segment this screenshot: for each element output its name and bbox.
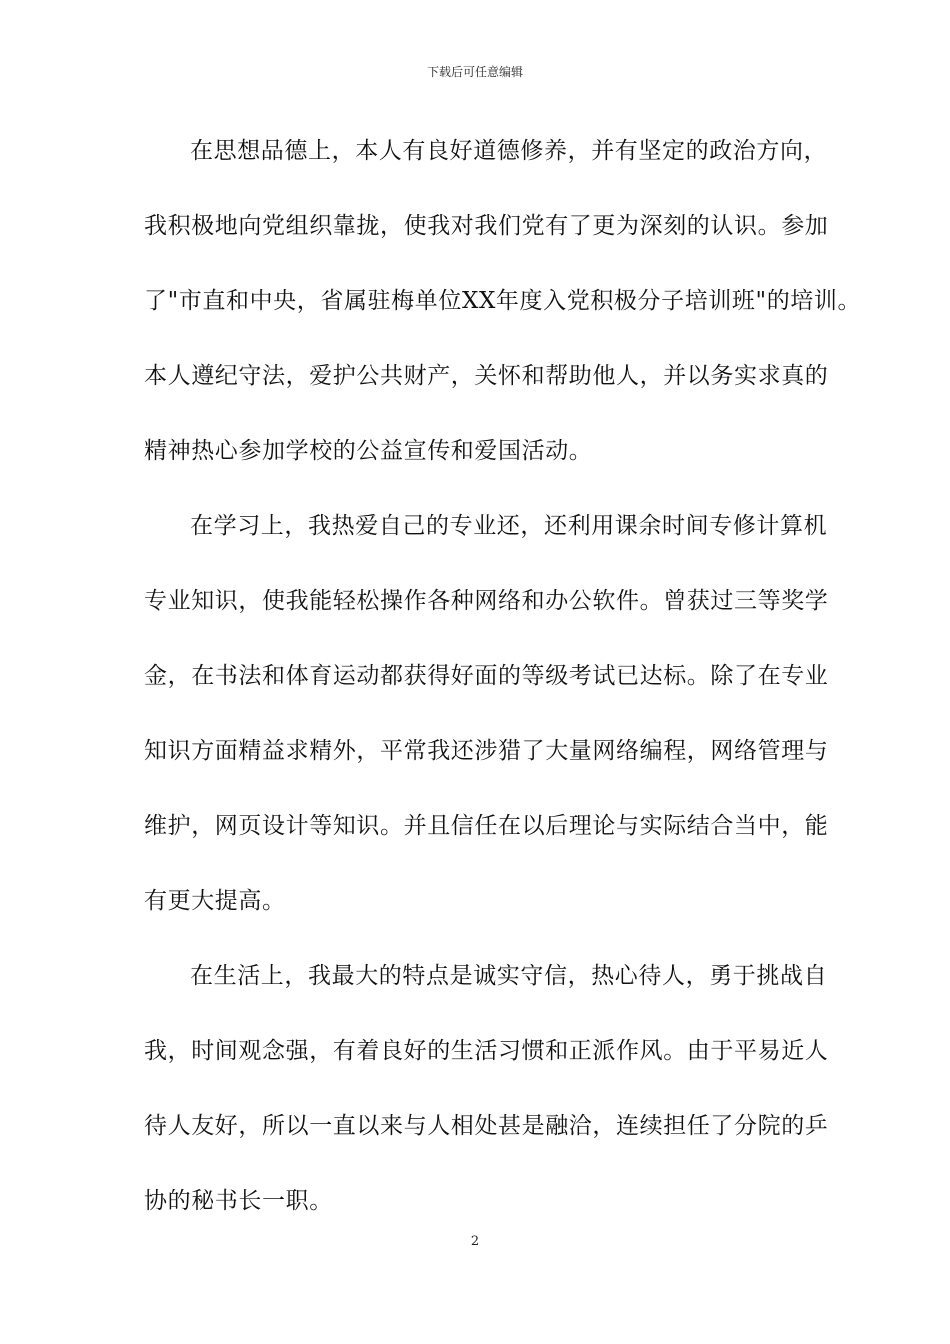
paragraph-line: 在思想品德上，本人有良好道德修养，并有坚定的政治方向， [190,138,828,164]
paragraph-line: 我积极地向党组织靠拢，使我对我们党有了更为深刻的认识。参加 [144,213,829,239]
paragraph-line: 维护，网页设计等知识。并且信任在以后理论与实际结合当中，能 [144,813,829,839]
page-header-note: 下载后可任意编辑 [426,65,523,79]
paragraph-line: 精神热心参加学校的公益宣传和爱国活动。 [144,438,593,464]
paragraph-moral-character [144,128,862,503]
paragraph-line: 知识方面精益求精外，平常我还涉猎了大量网络编程，网络管理与 [144,738,829,764]
paragraph-study [144,503,829,953]
paragraph-line: 了"市直和中央，省属驻梅单位XX年度入党积极分子培训班"的培训。 [144,288,862,314]
paragraph-life [144,953,829,1253]
paragraph-line: 在学习上，我热爱自己的专业还，还利用课余时间专修计算机 [190,513,828,539]
paragraph-line: 在生活上，我最大的特点是诚实守信，热心待人，勇于挑战自 [190,963,828,989]
paragraph-line: 待人友好，所以一直以来与人相处甚是融洽，连续担任了分院的乒 [144,1113,829,1139]
paragraph-line: 本人遵纪守法，爱护公共财产，关怀和帮助他人，并以务实求真的 [144,363,829,389]
paragraph-line: 金，在书法和体育运动都获得好面的等级考试已达标。除了在专业 [144,663,829,689]
paragraph-line: 专业知识，使我能轻松操作各种网络和办公软件。曾获过三等奖学 [144,588,829,614]
document-body [144,128,862,1253]
paragraph-line: 我，时间观念强，有着良好的生活习惯和正派作风。由于平易近人 [144,1038,829,1064]
page-number: 2 [470,1234,480,1249]
paragraph-line: 协的秘书长一职。 [144,1188,333,1214]
paragraph-line: 有更大提高。 [144,888,286,914]
